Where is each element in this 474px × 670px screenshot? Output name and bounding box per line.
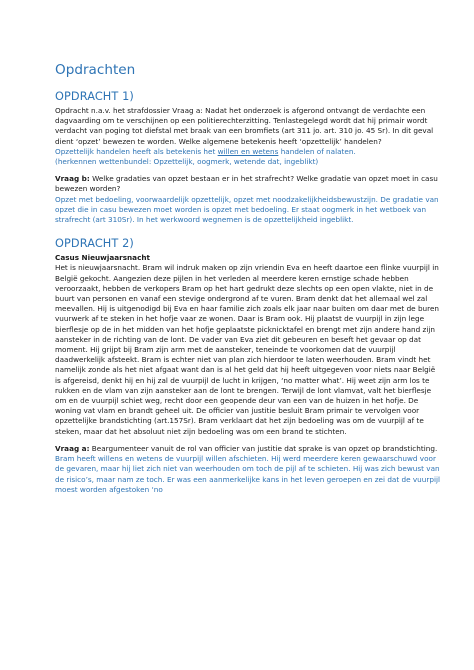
opdracht-2-vraag-a-answer: Bram heeft willens en wetens de vuurpijl willen afschieten. Hij werd meerdere keren gewaarschuwd voor de gevaren, maar hij liet zich niet van weerhouden om toch de pijl af te schieten. Hij was zich bewust van de risico’s, maar nam ze toch. Er was een aanmerkelijke kans in het leven geroepen en zei dat de vuurpijl moest worden afgestoken ‘no <box>55 454 441 494</box>
answer-text-end: handelen of nalaten. <box>278 146 356 156</box>
opdracht-2-heading: OPDRACHT 2) <box>55 237 134 251</box>
opdracht-1-keywords: (herkennen wettenbundel: Opzettelijk, oogmerk, wetende dat, ingeblikt) <box>55 157 319 167</box>
answer-underlined-text: willen en wetens <box>217 146 279 156</box>
spacer <box>55 225 442 237</box>
opdracht-1-question: Opdracht n.a.v. het strafdossier Vraag a: Nadat het onderzoek is afgerond ontvangt de verdachte een dagvaarding om te verschijnen op een politierechterzitting. Tenlastegelegd wordt dat hij primair wordt verdacht van poging tot diefstal met braak van een bromfiets (art 311 jo. art. 310 jo. 45 Sr). In dit geval dient ‘opzet’ bewezen te worden. Welke algemene betekenis heeft ‘opzettelijk’ handelen? <box>55 106 434 146</box>
vraag-a-label: Vraag a: <box>55 443 90 453</box>
vraag-b-text: Welke gradaties van opzet bestaan er in het strafrecht? Welke gradatie van opzet moet in casu bewezen worden? <box>55 174 438 194</box>
answer-text-start: Opzettelijk handelen heeft als betekenis het <box>55 146 218 156</box>
opdracht-2-vraag-a <box>55 444 442 454</box>
vraag-b-label: Vraag b: <box>55 174 90 184</box>
opdracht-1-heading: OPDRACHT 1) <box>55 90 134 103</box>
page-title: Opdrachten <box>55 62 136 78</box>
opdracht-1-answer <box>55 147 442 157</box>
spacer <box>55 167 442 174</box>
opdracht-1-vraag-b-answer: Opzet met bedoeling, voorwaardelijk opzettelijk, opzet met noodzakelijkheidsbewustzijn. De gradatie van opzet die in casu bewezen moet worden is opzet met bedoeling. Er staat oogmerk in het wetboek van strafrecht (art 310Sr). In het werkwoord wegnemen is de opzettelijkheid ingeblikt. <box>55 194 439 225</box>
casus-text: Het is nieuwjaarsnacht. Bram wil indruk maken op zijn vriendin Eva en heeft daartoe een flinke vuurpijl in België gekocht. Aangezien deze pijlen in het verleden al meerdere keren ernstige schade hebben veroorzaakt, hebben de verkopers Bram op het hart gedrukt deze slechts op een open vlakte, niet in de buurt van personen en vanaf een stevige ondergrond af te vuren. Bram denkt dat het allemaal wel zal meevallen. Hij is uitgenodigd bij Eva en haar familie zich zoals elk jaar naar buiten om daar met de buren vuurwerk af te steken in het hofje vaar ze wonen. Daar is Bram ook. Hij plaatst de vuurpijl in zijn lege bierflesje op de in het midden van het hofje geplaatste picknicktafel en brengt met zijn andere hand zijn aansteker in de richting van de lont. De vader van Eva ziet dit gebeuren en beseft het gevaar op dat moment. Hij grijpt bij Bram zijn arm met de aansteker, teneinde te voorkomen dat de vuurpijl daadwerkelijk afsteekt. Bram is echter niet van plan zich hierdoor te laten weerhouden. Bram vindt het namelijk zonde als het niet afgaat want dan is al het geld dat hij heeft uitgegeven voor niets naar België is afgereisd, denkt hij en hij zal de vuurpijl de lucht in krijgen, ‘no matter what’. Hij weet zijn arm los te rukken en de vlam van zijn aansteker aan de lont te brengen. Terwijl de lont vlamvat, valt het bierflesje om en de vuurpijl schiet weg, recht door een geopende deur van een van de huizen in het hofje. De woning vat vlam en brandt geheel uit. De officier van justitie besluit Bram primair te vervolgen voor opzettelijke brandstichting (art.157Sr). Bram verklaart dat het zijn bedoeling was om de vuurpijl af te steken, maar dat het absoluut niet zijn bedoeling was om een brand te stichten. <box>55 263 440 436</box>
casus-title: Casus Nieuwjaarsnacht <box>55 253 150 263</box>
spacer <box>55 437 442 444</box>
vraag-a-text: Beargumenteer vanuit de rol van officier van justitie dat sprake is van opzet op brandstichting. <box>89 443 438 453</box>
opdracht-1-vraag-b <box>55 174 442 194</box>
